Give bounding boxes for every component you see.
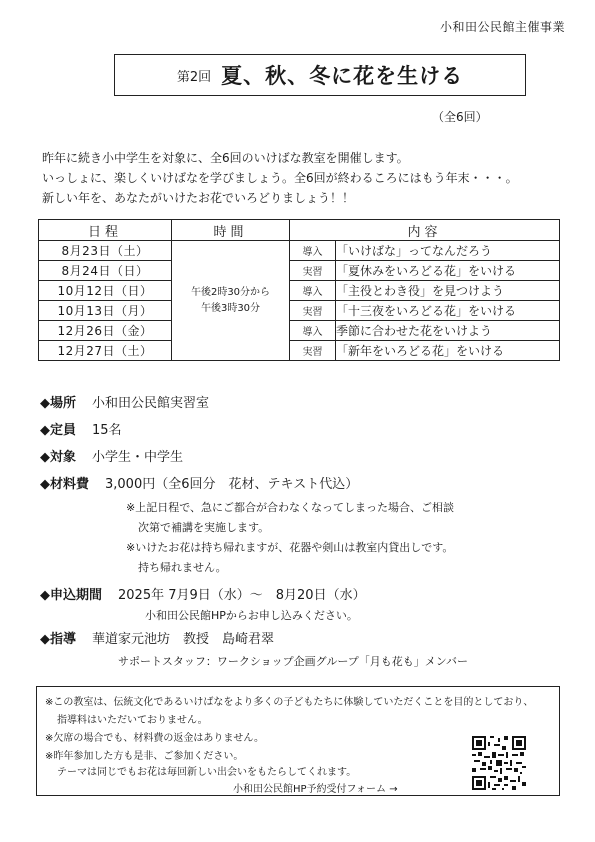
notice-line: 指導料はいただいておりません。: [57, 715, 208, 726]
apply-label: ◆申込期間: [40, 588, 102, 603]
capacity-label: ◆定員: [40, 423, 76, 438]
fee-value: 3,000円（全6回分 花材、テキスト代込）: [105, 477, 359, 492]
instructor-value: 華道家元池坊 教授 島崎君翠: [92, 632, 275, 647]
intro-line: 新しい年を、あなたがいけたお花でいろどりましょう！！: [42, 191, 355, 205]
intro-text: [42, 148, 562, 208]
intro-line: いっしょに、楽しくいけばなを学びましょう。全6回が終わるころにはもう年末・・・。: [42, 171, 518, 185]
note-line: 持ち帰れません。: [138, 561, 227, 574]
schedule-date: 10月13日（月）: [39, 301, 172, 321]
instructor-label: ◆指導: [40, 632, 76, 647]
schedule-date: 8月23日（土）: [39, 241, 172, 261]
page-title: 夏、秋、冬に花を生ける: [221, 64, 464, 88]
reservation-form-link[interactable]: 小和田公民館HP予約受付フォーム →: [233, 784, 398, 795]
schedule-table: [38, 219, 560, 361]
apply-value: 2025年 7月9日（水）～ 8月20日（水）: [118, 588, 366, 603]
schedule-tag: 導入: [290, 281, 336, 301]
schedule-content: 「十三夜をいろどる花」をいける: [336, 301, 560, 321]
header-content: 内容: [290, 220, 560, 241]
schedule-tag: 導入: [290, 241, 336, 261]
support-staff: サポートスタッフ：ワークショップ企画グループ「月も花も」メンバー: [118, 655, 469, 668]
note-line: 次第で補講を実施します。: [138, 521, 270, 534]
schedule-date: 12月27日（土）: [39, 341, 172, 361]
schedule-content: 「新年をいろどる花」をいける: [336, 341, 560, 361]
schedule-tag: 実習: [290, 301, 336, 321]
schedule-date: 8月24日（日）: [39, 261, 172, 281]
table-row: [39, 241, 560, 261]
schedule-header-row: [39, 220, 560, 241]
note-line: ※上記日程で、急にご都合が合わなくなってしまった場合、ご相談: [126, 501, 454, 514]
schedule-content: 季節に合わせた花をいけよう: [336, 321, 560, 341]
session-number: 第2回: [176, 69, 212, 85]
time-start: 午後2時30分から: [190, 286, 271, 298]
schedule-tag: 実習: [290, 261, 336, 281]
notice-line: テーマは同じでもお花は毎回新しい出会いをもたらしてくれます。: [57, 767, 357, 778]
table-row: [39, 281, 560, 301]
notice-line: ※昨年参加した方も是非、ご参加ください。: [45, 751, 244, 762]
fee-label: ◆材料費: [40, 477, 89, 492]
intro-line: 昨年に続き小中学生を対象に、全6回のいけばな教室を開催します。: [42, 151, 409, 165]
organizer-label: 小和田公民館主催事業: [439, 20, 565, 34]
capacity-value: 15名: [92, 423, 122, 438]
schedule-tag: 実習: [290, 341, 336, 361]
place-label: ◆場所: [40, 396, 76, 411]
session-count: （全6回）: [432, 110, 488, 124]
title-box: [114, 54, 526, 96]
fee-notes: [126, 498, 454, 578]
time-end: 午後3時30分: [200, 302, 261, 314]
target-info: [40, 446, 183, 465]
apply-note: 小和田公民館HPからお申し込みください。: [145, 609, 358, 622]
header-time: 時間: [172, 220, 290, 241]
apply-info: [40, 584, 366, 603]
qr-code-icon[interactable]: [472, 736, 526, 790]
table-row: [39, 301, 560, 321]
table-row: [39, 261, 560, 281]
schedule-time: [172, 241, 290, 361]
capacity-info: [40, 419, 122, 438]
place-value: 小和田公民館実習室: [92, 396, 210, 411]
schedule-content: 「いけばな」ってなんだろう: [336, 241, 560, 261]
schedule-content: 「主役とわき役」を見つけよう: [336, 281, 560, 301]
instructor-info: [40, 628, 274, 647]
fee-info: [40, 473, 358, 492]
target-value: 小学生・中学生: [92, 450, 184, 465]
schedule-date: 12月26日（金）: [39, 321, 172, 341]
schedule-date: 10月12日（日）: [39, 281, 172, 301]
header-date: 日程: [39, 220, 172, 241]
schedule-tag: 導入: [290, 321, 336, 341]
notice-line: ※欠席の場合でも、材料費の返金はありません。: [45, 733, 264, 744]
note-line: ※いけたお花は持ち帰れますが、花器や剣山は教室内貸出しです。: [126, 541, 454, 554]
target-label: ◆対象: [40, 450, 76, 465]
notice-line: ※この教室は、伝統文化であるいけばなをより多くの子どもたちに体験していただくことを目的としており、: [45, 697, 534, 708]
table-row: [39, 341, 560, 361]
place-info: [40, 392, 209, 411]
table-row: [39, 321, 560, 341]
schedule-content: 「夏休みをいろどる花」をいける: [336, 261, 560, 281]
